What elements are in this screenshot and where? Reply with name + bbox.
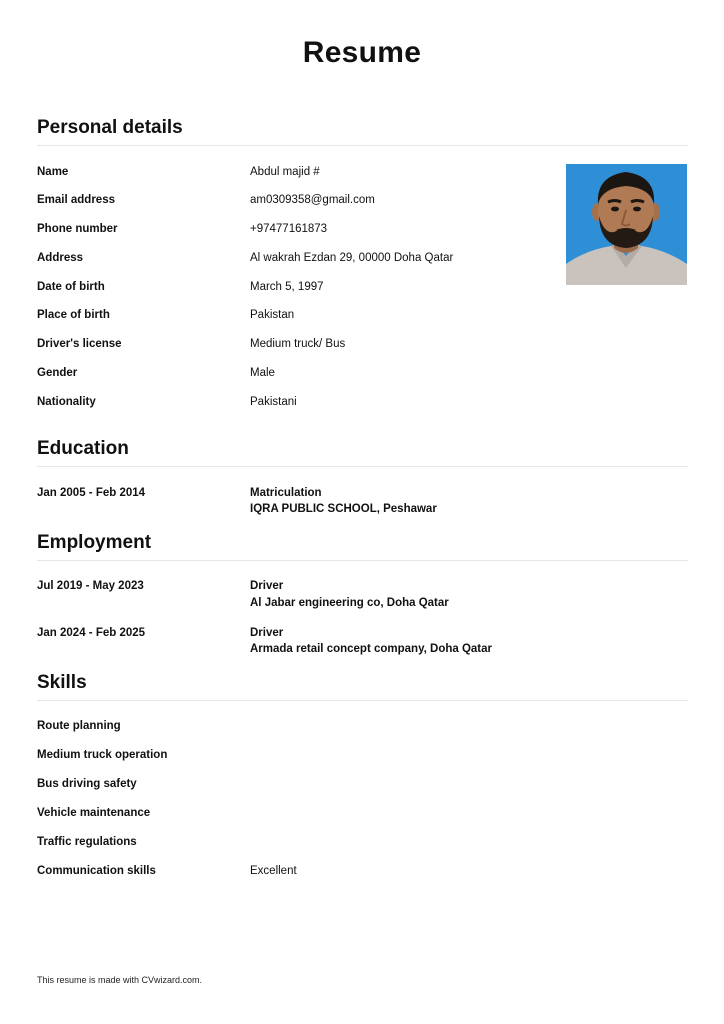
detail-label-name: Name xyxy=(37,166,69,178)
section-title-personal: Personal details xyxy=(37,117,183,138)
employment-employer: Armada retail concept company, Doha Qatar xyxy=(250,643,492,655)
skill-name: Route planning xyxy=(37,720,121,732)
profile-photo-image xyxy=(566,164,687,285)
education-school: IQRA PUBLIC SCHOOL, Peshawar xyxy=(250,503,437,515)
detail-value-address: Al wakrah Ezdan 29, 00000 Doha Qatar xyxy=(250,252,454,264)
employment-dates: Jul 2019 - May 2023 xyxy=(37,580,144,592)
education-title: Matriculation xyxy=(250,487,322,499)
section-divider xyxy=(37,560,688,561)
section-title-education: Education xyxy=(37,438,129,459)
skill-name: Medium truck operation xyxy=(37,749,168,761)
footer-credit: This resume is made with CVwizard.com. xyxy=(37,975,203,985)
detail-label-license: Driver's license xyxy=(37,338,122,350)
section-divider xyxy=(37,145,688,146)
detail-label-email: Email address xyxy=(37,194,115,206)
skill-name: Communication skills xyxy=(37,865,156,877)
detail-label-phone: Phone number xyxy=(37,223,118,235)
detail-value-email: am0309358@gmail.com xyxy=(250,194,375,206)
page-title: Resume xyxy=(302,36,422,69)
detail-label-gender: Gender xyxy=(37,367,78,379)
detail-value-phone: +97477161873 xyxy=(250,223,328,235)
employment-employer: Al Jabar engineering co, Doha Qatar xyxy=(250,597,449,609)
detail-value-dob: March 5, 1997 xyxy=(250,281,324,293)
education-dates: Jan 2005 - Feb 2014 xyxy=(37,487,146,499)
profile-photo xyxy=(566,164,687,285)
section-divider xyxy=(37,700,688,701)
detail-label-nationality: Nationality xyxy=(37,396,96,408)
employment-title: Driver xyxy=(250,580,284,592)
skill-level: Excellent xyxy=(250,865,297,877)
section-divider xyxy=(37,466,688,467)
detail-value-pob: Pakistan xyxy=(250,309,295,321)
skill-name: Bus driving safety xyxy=(37,778,137,790)
detail-label-address: Address xyxy=(37,252,84,264)
detail-label-pob: Place of birth xyxy=(37,309,110,321)
detail-value-gender: Male xyxy=(250,367,275,379)
detail-value-name: Abdul majid # xyxy=(250,166,320,178)
employment-title: Driver xyxy=(250,627,284,639)
detail-label-dob: Date of birth xyxy=(37,281,105,293)
detail-value-nationality: Pakistani xyxy=(250,396,297,408)
skill-name: Traffic regulations xyxy=(37,836,137,848)
employment-dates: Jan 2024 - Feb 2025 xyxy=(37,627,146,639)
section-title-employment: Employment xyxy=(37,532,152,553)
section-title-skills: Skills xyxy=(37,672,87,693)
detail-value-license: Medium truck/ Bus xyxy=(250,338,346,350)
skill-name: Vehicle maintenance xyxy=(37,807,151,819)
